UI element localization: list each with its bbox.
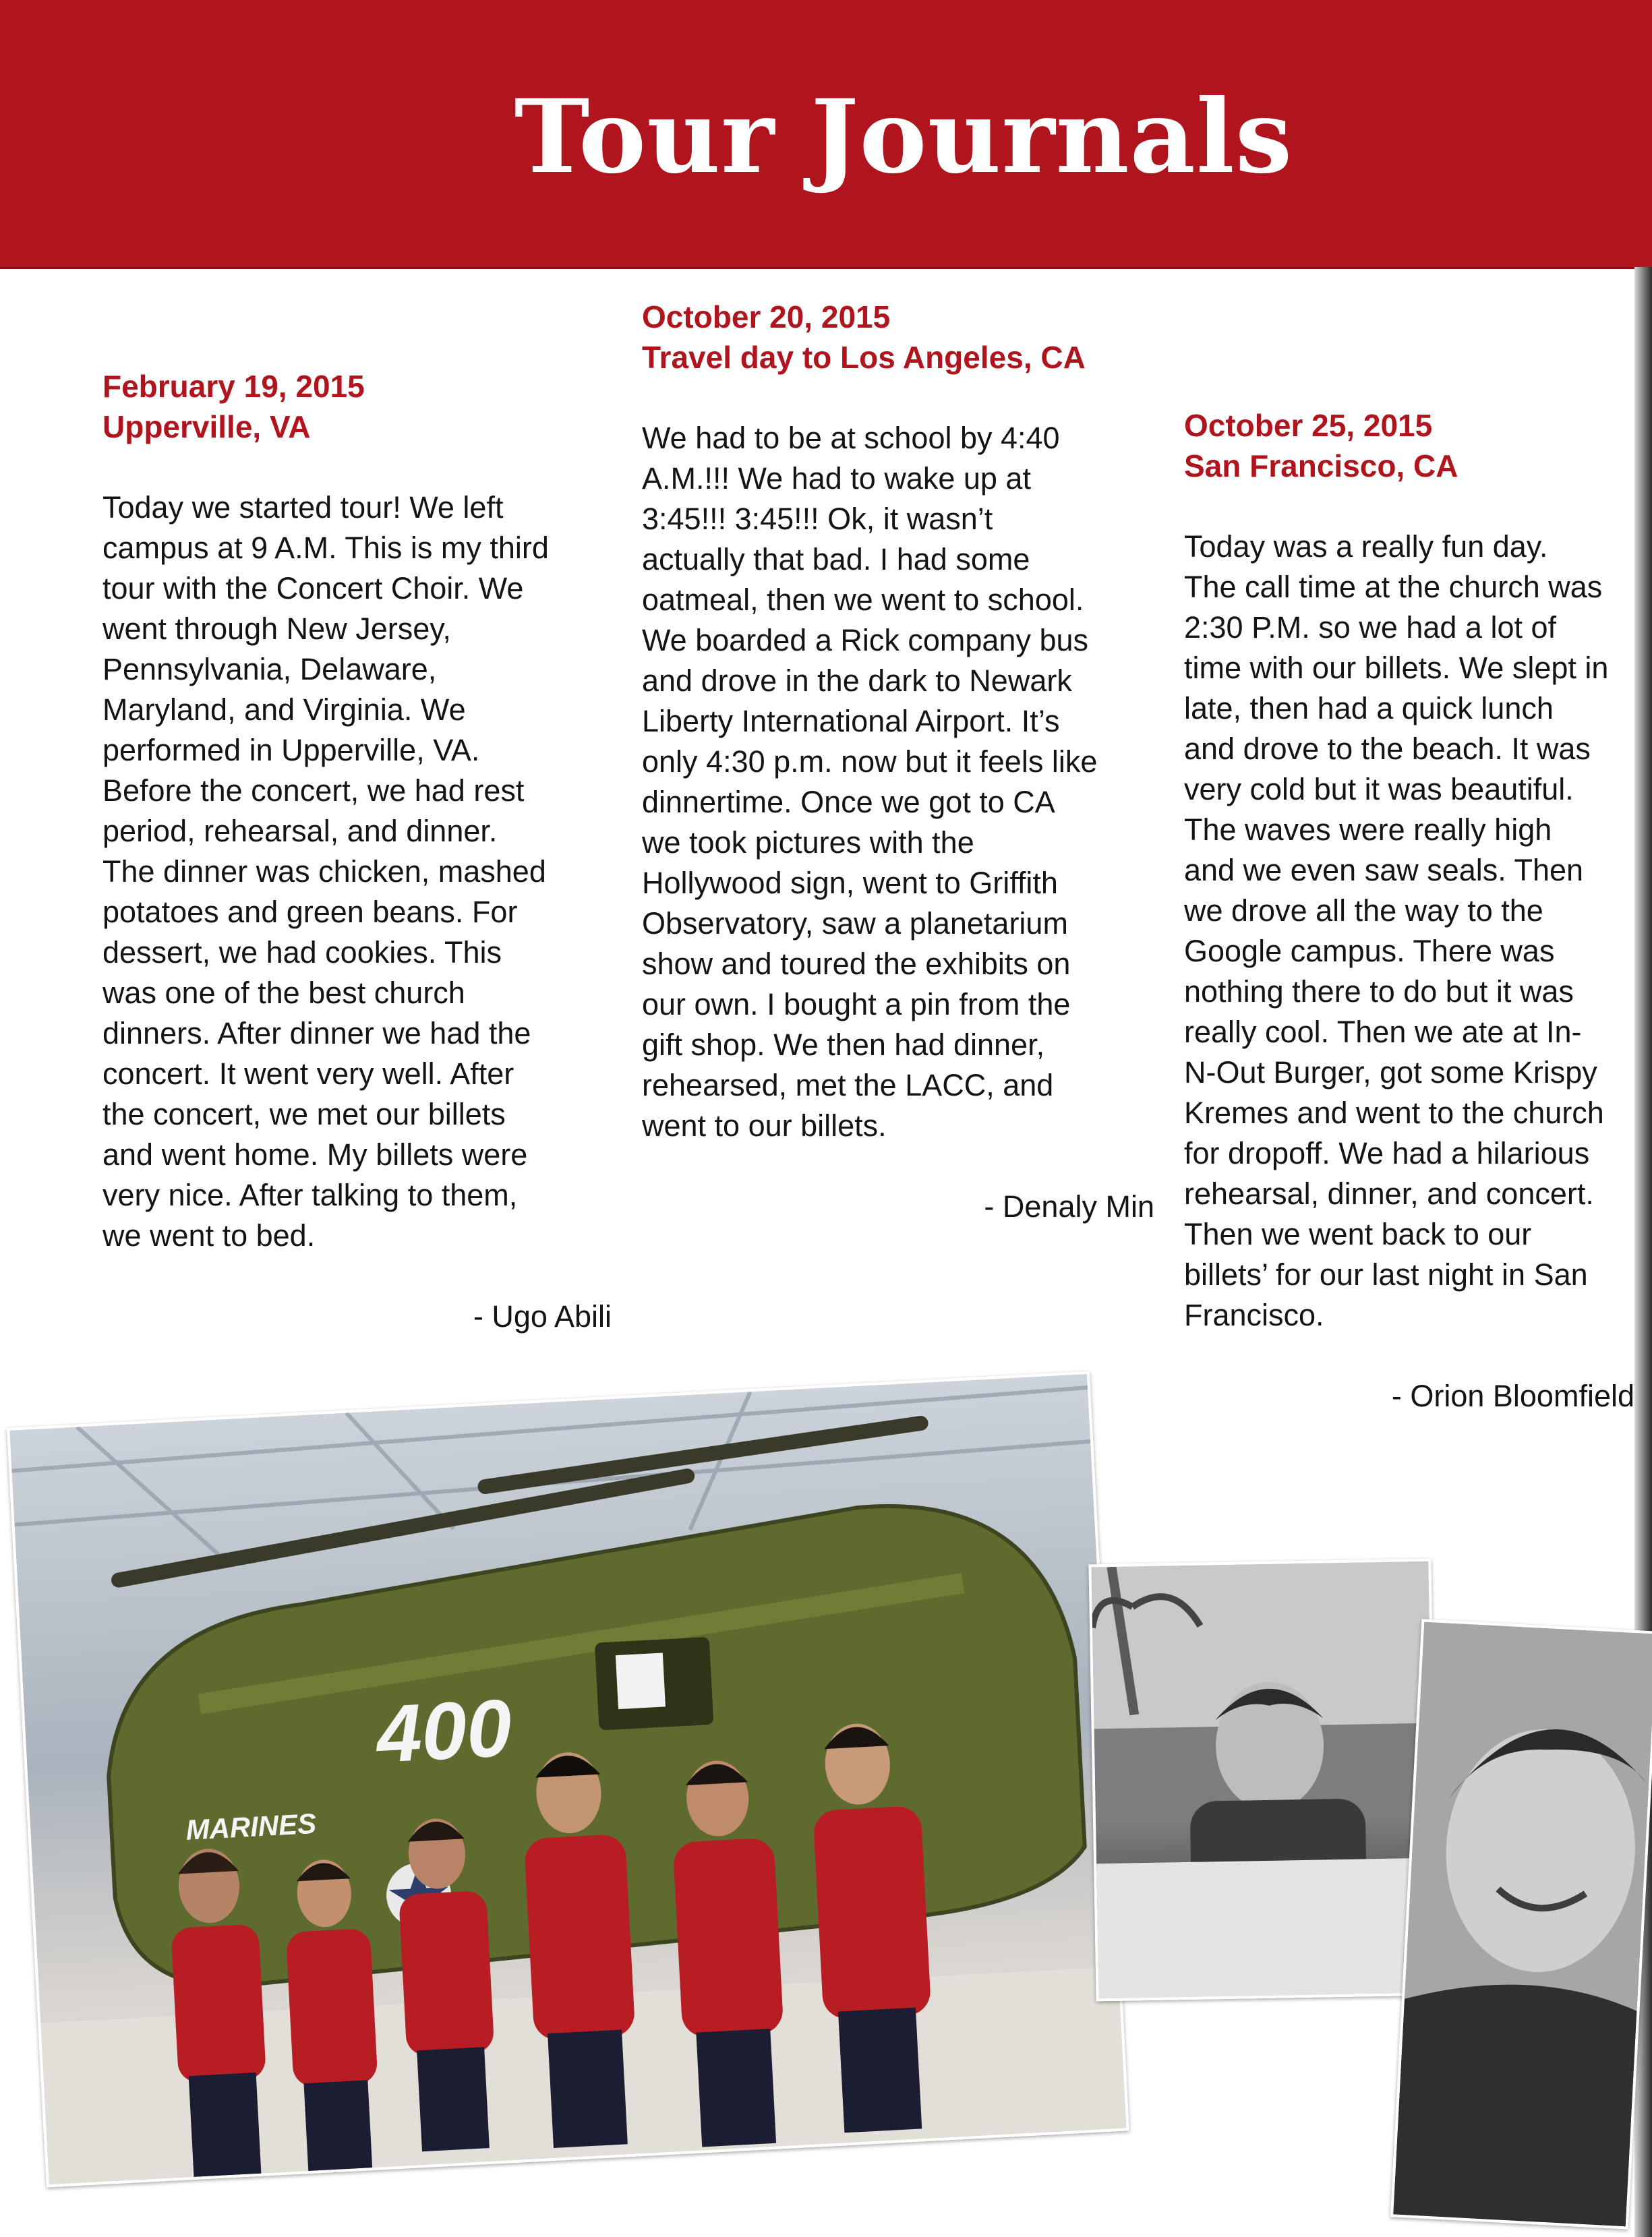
- entry-body-line: the concert, we met our billets: [102, 1097, 506, 1131]
- entry-body-line: We had to be at school by 4:40: [642, 421, 1060, 455]
- entry-body-line: went through New Jersey,: [102, 612, 451, 646]
- bw-photo-student-table: [1088, 1559, 1438, 2002]
- entry-body-line: late, then had a quick lunch: [1184, 691, 1554, 725]
- entry-body-line: The dinner was chicken, mashed: [102, 854, 546, 889]
- entry-body-line: A.M.!!! We had to wake up at: [642, 461, 1031, 496]
- journal-entry-1: [102, 366, 612, 1337]
- entry-body-line: nothing there to do but it was: [1184, 974, 1574, 1009]
- entry-body-line: Kremes and went to the church: [1184, 1096, 1604, 1130]
- entry-body: [102, 487, 612, 1256]
- entry-body-line: we went to bed.: [102, 1218, 316, 1253]
- entry-body-line: tour with the Concert Choir. We: [102, 571, 524, 605]
- entry-body-line: The call time at the church was: [1184, 570, 1603, 604]
- entry-body-line: period, rehearsal, and dinner.: [102, 814, 498, 848]
- entry-date: October 25, 2015: [1184, 408, 1433, 443]
- entry-body-line: 2:30 P.M. so we had a lot of: [1184, 610, 1557, 645]
- entry-body-line: dinners. After dinner we had the: [102, 1016, 531, 1050]
- page-title: Tour Journals: [514, 78, 1293, 196]
- entry-body-line: time with our billets. We slept in: [1184, 651, 1609, 685]
- entry-location: Upperville, VA: [102, 409, 311, 444]
- entry-body-line: Before the concert, we had rest: [102, 773, 525, 808]
- entry-body-line: N-Out Burger, got some Krispy: [1184, 1055, 1597, 1090]
- entry-body-line: and drove in the dark to Newark: [642, 663, 1072, 698]
- entry-body-line: Pennsylvania, Delaware,: [102, 652, 437, 686]
- entry-body-line: Today was a really fun day.: [1184, 529, 1548, 564]
- entry-body-line: Then we went back to our: [1184, 1217, 1532, 1251]
- entry-location: Travel day to Los Angeles, CA: [642, 340, 1086, 375]
- entry-body-line: Google campus. There was: [1184, 934, 1555, 968]
- entry-body-line: dessert, we had cookies. This: [102, 935, 502, 970]
- entry-body: [642, 418, 1154, 1146]
- entry-body-line: very nice. After talking to them,: [102, 1178, 518, 1212]
- entry-body-line: performed in Upperville, VA.: [102, 733, 480, 767]
- entry-body-line: Maryland, and Virginia. We: [102, 692, 466, 727]
- entry-body-line: campus at 9 A.M. This is my third: [102, 531, 549, 565]
- entry-body-line: we took pictures with the: [642, 825, 974, 860]
- entry-body-line: show and toured the exhibits on: [642, 947, 1071, 981]
- bw-closeup-illustration: [1393, 1622, 1652, 2227]
- entry-body-line: potatoes and green beans. For: [102, 895, 518, 929]
- entry-body-line: and drove to the beach. It was: [1184, 732, 1591, 766]
- entry-body-line: and we even saw seals. Then: [1184, 853, 1584, 887]
- bw-photo-closeup: [1390, 1619, 1652, 2229]
- entry-body-line: very cold but it was beautiful.: [1184, 772, 1574, 806]
- bw-photo-illustration: [1091, 1561, 1436, 1999]
- entry-body-line: Today we started tour! We left: [102, 490, 504, 525]
- entry-body-line: Observatory, saw a planetarium: [642, 906, 1068, 941]
- entry-body-line: Hollywood sign, went to Griffith: [642, 866, 1058, 900]
- entry-body-line: rehearsed, met the LACC, and: [642, 1068, 1054, 1102]
- entry-body-line: Francisco.: [1184, 1298, 1324, 1332]
- entry-date: February 19, 2015: [102, 369, 365, 404]
- entry-author: - Ugo Abili: [473, 1299, 612, 1334]
- entry-date: October 20, 2015: [642, 299, 891, 334]
- entry-body-line: billets’ for our last night in San: [1184, 1257, 1588, 1292]
- entry-body-line: only 4:30 p.m. now but it feels like: [642, 744, 1098, 779]
- entry-body-line: our own. I bought a pin from the: [642, 987, 1071, 1021]
- entry-body-line: dinnertime. Once we got to CA: [642, 785, 1055, 819]
- entry-body-line: we drove all the way to the: [1184, 893, 1543, 928]
- group-photo-helicopter: [7, 1371, 1129, 2188]
- entry-body-line: The waves were really high: [1184, 812, 1552, 847]
- entry-body-line: and went home. My billets were: [102, 1137, 528, 1172]
- entry-body-line: 3:45!!! 3:45!!! Ok, it wasn’t: [642, 502, 993, 536]
- entry-body-line: actually that bad. I had some: [642, 542, 1030, 576]
- journal-entry-2: [642, 297, 1154, 1227]
- entry-body-line: was one of the best church: [102, 976, 465, 1010]
- group-photo-illustration: [9, 1374, 1126, 2184]
- entry-body-line: really cool. Then we ate at In-: [1184, 1015, 1582, 1049]
- aircraft-marking: 400: [374, 1682, 514, 1780]
- entry-body-line: for dropoff. We had a hilarious: [1184, 1136, 1590, 1170]
- entry-body-line: went to our billets.: [642, 1108, 887, 1143]
- title-banner: [0, 0, 1652, 269]
- entry-body-line: oatmeal, then we went to school.: [642, 583, 1084, 617]
- aircraft-text: MARINES: [185, 1807, 318, 1846]
- entry-body: [1184, 527, 1634, 1336]
- entry-body-line: gift shop. We then had dinner,: [642, 1027, 1045, 1062]
- entry-body-line: We boarded a Rick company bus: [642, 623, 1089, 657]
- journal-entry-3: [1184, 405, 1634, 1416]
- entry-body-line: Liberty International Airport. It’s: [642, 704, 1060, 738]
- entry-author: - Orion Bloomfield: [1391, 1379, 1634, 1413]
- entry-body-line: concert. It went very well. After: [102, 1056, 514, 1091]
- entry-location: San Francisco, CA: [1184, 448, 1458, 483]
- entry-body-line: rehearsal, dinner, and concert.: [1184, 1176, 1594, 1211]
- entry-author: - Denaly Min: [984, 1189, 1154, 1224]
